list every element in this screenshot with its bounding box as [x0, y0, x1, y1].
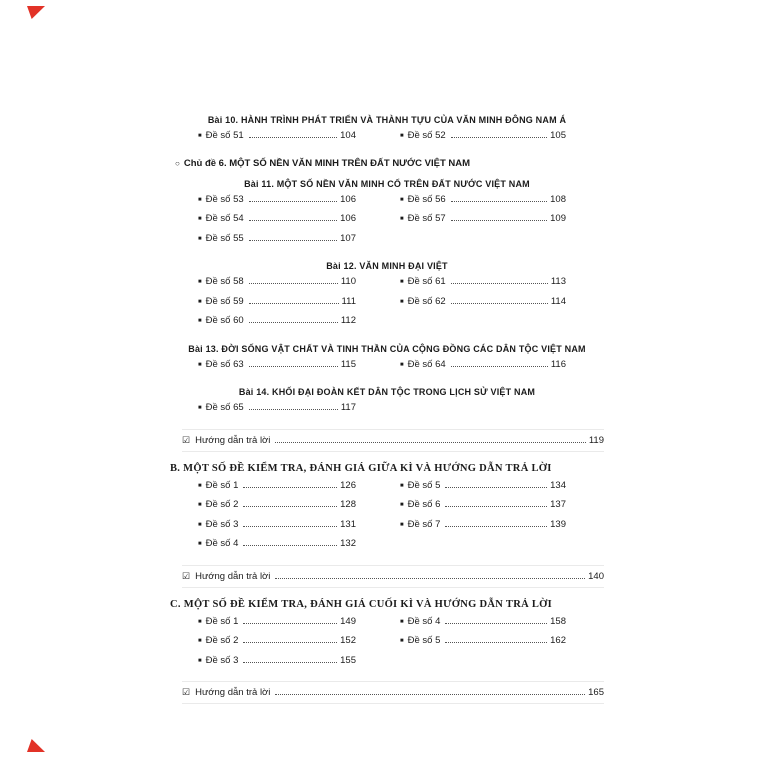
entry-page-number: 104 [340, 130, 356, 141]
dotted-leader [451, 283, 548, 284]
entry-page-number: 132 [340, 538, 356, 549]
entry-page-number: 106 [340, 193, 356, 205]
entries-column-right [400, 194, 566, 253]
entry-label: Đề số 58 [205, 276, 244, 287]
entries-column-right [400, 276, 566, 335]
toc-entry [198, 276, 356, 296]
dotted-leader [249, 201, 337, 202]
entry-label: Đề số 6 [407, 499, 441, 510]
entries-column-right [400, 130, 566, 150]
toc-entry [198, 499, 356, 519]
entry-page-number: 149 [340, 615, 356, 627]
square-bullet-icon: ■ [198, 216, 202, 222]
checkbox-icon: ☑ [182, 570, 191, 581]
entry-label: Đề số 3 [205, 654, 239, 666]
dotted-leader [445, 623, 547, 624]
toc-entry [198, 194, 356, 214]
toc-entry [198, 315, 356, 335]
dotted-leader [249, 303, 339, 304]
square-bullet-icon: ■ [400, 216, 404, 222]
toc-entry [400, 194, 566, 214]
square-bullet-icon: ■ [198, 618, 202, 625]
toc-entry [400, 480, 566, 500]
answer-label: Hướng dẫn trả lời [195, 570, 271, 582]
toc-entry [400, 616, 566, 636]
entry-page-number: 105 [550, 130, 566, 141]
entry-page-number: 112 [340, 315, 356, 326]
entries-column-right [400, 480, 566, 558]
entry-page-number: 108 [550, 193, 566, 205]
entry-label: Đề số 2 [205, 635, 239, 646]
square-bullet-icon: ■ [198, 361, 202, 368]
heading-heading: Bài 13. ĐỜI SỐNG VẬT CHẤT VÀ TINH THẦN CỦA CỘNG ĐỒNG CÁC DÂN TỘC VIỆT NAM [188, 343, 586, 354]
entry-page-number: 158 [550, 615, 566, 627]
toc-entry [400, 213, 566, 233]
corner-marker-bottom-icon [27, 739, 45, 752]
entry-page-number: 137 [550, 499, 566, 510]
square-bullet-icon: ■ [198, 657, 202, 664]
dotted-leader [243, 662, 337, 663]
entries-row [170, 616, 604, 675]
answer-page-number: 119 [588, 434, 604, 446]
entries-column-right [400, 402, 566, 422]
entry-label: Đề số 62 [407, 295, 446, 307]
toc [170, 106, 604, 711]
square-bullet-icon: ■ [198, 279, 202, 285]
entry-page-number: 117 [340, 402, 356, 413]
entries-row [170, 130, 604, 150]
entry-page-number: 131 [340, 518, 356, 530]
square-bullet-icon: ■ [198, 521, 202, 528]
dotted-leader [243, 487, 337, 488]
entries-column-left [198, 616, 356, 675]
toc-entry [400, 519, 566, 539]
toc-entry [198, 213, 356, 233]
toc-entry [400, 296, 566, 316]
dotted-leader [445, 642, 547, 643]
square-bullet-icon: ■ [198, 133, 202, 139]
square-bullet-icon: ■ [400, 502, 404, 508]
entries-column-left [198, 402, 356, 422]
section-heading: C. MỘT SỐ ĐỀ KIỂM TRA, ĐÁNH GIÁ CUỐI KÌ VÀ HƯỚNG DẪN TRẢ LỜI [170, 598, 553, 610]
entry-label: Đề số 60 [205, 315, 244, 326]
circle-bullet-icon: ○ [175, 158, 180, 168]
square-bullet-icon: ■ [198, 196, 202, 203]
toc-entry [198, 538, 356, 558]
entry-label: Đề số 1 [205, 615, 239, 627]
square-bullet-icon: ■ [400, 618, 404, 625]
entry-page-number: 106 [340, 213, 356, 224]
dotted-leader [451, 220, 547, 221]
entry-page-number: 114 [550, 295, 566, 307]
entry-label: Đề số 56 [407, 193, 446, 205]
entry-label: Đề số 59 [205, 295, 244, 307]
dotted-leader [243, 623, 337, 624]
toc-entry [198, 402, 356, 422]
square-bullet-icon: ■ [400, 638, 404, 644]
toc-entry [198, 480, 356, 500]
entry-page-number: 113 [550, 276, 566, 287]
square-bullet-icon: ■ [198, 235, 202, 242]
entries-column-left [198, 194, 356, 253]
dotted-leader [243, 642, 337, 643]
entry-label: Đề số 5 [407, 635, 441, 646]
square-bullet-icon: ■ [400, 133, 404, 139]
entry-page-number: 134 [550, 479, 566, 491]
entries-row [170, 194, 604, 253]
toc-entry [198, 519, 356, 539]
square-bullet-icon: ■ [198, 318, 202, 324]
square-bullet-icon: ■ [400, 521, 404, 528]
answer-page-number: 165 [588, 687, 604, 698]
answer-guide-line [182, 429, 604, 452]
entry-label: Đề số 4 [407, 615, 441, 627]
entry-label: Đề số 3 [205, 518, 239, 530]
checkbox-icon: ☑ [182, 687, 191, 697]
dotted-leader [445, 487, 547, 488]
square-bullet-icon: ■ [400, 482, 404, 489]
entries-row [170, 276, 604, 335]
heading-heading: Bài 12. VĂN MINH ĐẠI VIỆT [326, 261, 448, 271]
entry-label: Đề số 1 [205, 479, 239, 491]
dotted-leader [275, 578, 585, 579]
entry-page-number: 155 [340, 654, 356, 666]
heading-heading: Bài 11. MỘT SỐ NỀN VĂN MINH CỔ TRÊN ĐẤT NƯỚC VIỆT NAM [244, 178, 530, 189]
square-bullet-icon: ■ [198, 405, 202, 411]
entries-column-left [198, 359, 356, 379]
dotted-leader [451, 303, 548, 304]
dotted-leader [243, 545, 337, 546]
square-bullet-icon: ■ [198, 638, 202, 644]
entry-label: Đề số 51 [205, 130, 244, 141]
entries-row [170, 480, 604, 558]
square-bullet-icon: ■ [400, 298, 404, 305]
heading-heading: Bài 10. HÀNH TRÌNH PHÁT TRIỂN VÀ THÀNH TỰU CỦA VĂN MINH ĐÔNG NAM Á [207, 115, 567, 125]
dotted-leader [249, 283, 338, 284]
toc-entry [198, 359, 356, 379]
entry-page-number: 128 [340, 499, 356, 510]
entry-label: Đề số 57 [407, 213, 446, 224]
entry-label: Đề số 4 [205, 538, 239, 549]
toc-entry [400, 635, 566, 655]
dotted-leader [249, 322, 338, 323]
square-bullet-icon: ■ [198, 502, 202, 508]
dotted-leader [243, 526, 337, 527]
dotted-leader [445, 506, 547, 507]
dotted-leader [451, 137, 547, 138]
entry-page-number: 110 [340, 276, 356, 287]
entry-label: Đề số 52 [407, 130, 446, 141]
entry-label: Đề số 65 [205, 402, 244, 413]
dotted-leader [445, 526, 547, 527]
entry-label: Đề số 55 [205, 232, 244, 244]
answer-label: Hướng dẫn trả lời [195, 434, 271, 446]
toc-entry [198, 635, 356, 655]
answer-label: Hướng dẫn trả lời [195, 687, 271, 698]
entry-page-number: 115 [340, 358, 356, 370]
dotted-leader [249, 366, 338, 367]
answer-guide-line [182, 681, 604, 704]
entry-label: Đề số 54 [205, 213, 244, 224]
toc-entry [198, 616, 356, 636]
answer-page-number: 140 [588, 570, 604, 582]
checkbox-icon: ☑ [182, 434, 191, 445]
toc-entry [198, 655, 356, 675]
corner-marker-top-icon [27, 6, 45, 19]
heading-heading: Bài 14. KHỐI ĐẠI ĐOÀN KẾT DÂN TỘC TRONG LỊCH SỬ VIỆT NAM [238, 387, 536, 397]
dotted-leader [451, 201, 547, 202]
square-bullet-icon: ■ [400, 279, 404, 285]
dotted-leader [243, 506, 337, 507]
entry-page-number: 111 [341, 295, 356, 307]
square-bullet-icon: ■ [198, 482, 202, 489]
square-bullet-icon: ■ [198, 541, 202, 547]
dotted-leader [275, 442, 585, 443]
entry-label: Đề số 64 [407, 358, 446, 370]
entry-label: Đề số 61 [407, 276, 446, 287]
dotted-leader [275, 694, 585, 695]
entries-row [170, 359, 604, 379]
chapter-heading-text: Chủ đề 6. MỘT SỐ NỀN VĂN MINH TRÊN ĐẤT NƯỚC VIỆT NAM [183, 157, 471, 169]
entry-page-number: 152 [340, 635, 356, 646]
dotted-leader [249, 409, 338, 410]
entries-column-left [198, 130, 356, 150]
chapter-heading [170, 158, 604, 170]
dotted-leader [249, 220, 337, 221]
square-bullet-icon: ■ [400, 196, 404, 203]
entries-column-right [400, 616, 566, 675]
entries-row [170, 402, 604, 422]
entry-label: Đề số 7 [407, 518, 441, 530]
entries-column-left [198, 480, 356, 558]
dotted-leader [249, 240, 337, 241]
entry-page-number: 139 [550, 518, 566, 530]
entry-page-number: 116 [550, 358, 566, 370]
entries-column-left [198, 276, 356, 335]
square-bullet-icon: ■ [400, 361, 404, 368]
dotted-leader [451, 366, 548, 367]
toc-entry [400, 499, 566, 519]
toc-entry [198, 296, 356, 316]
square-bullet-icon: ■ [198, 298, 202, 305]
toc-entry [198, 130, 356, 150]
entry-page-number: 109 [550, 213, 566, 224]
entry-label: Đề số 53 [205, 193, 244, 205]
entry-label: Đề số 5 [407, 479, 441, 491]
entry-page-number: 107 [340, 232, 356, 244]
toc-entry [400, 276, 566, 296]
answer-guide-line [182, 565, 604, 588]
entry-page-number: 162 [550, 635, 566, 646]
dotted-leader [249, 137, 337, 138]
entry-label: Đề số 63 [205, 358, 244, 370]
toc-entry [400, 130, 566, 150]
toc-entry [400, 359, 566, 379]
entry-label: Đề số 2 [205, 499, 239, 510]
toc-entry [198, 233, 356, 253]
section-heading: B. MỘT SỐ ĐỀ KIỂM TRA, ĐÁNH GIÁ GIỮA KÌ VÀ HƯỚNG DẪN TRẢ LỜI [170, 462, 552, 474]
entry-page-number: 126 [340, 479, 356, 491]
entries-column-right [400, 359, 566, 379]
